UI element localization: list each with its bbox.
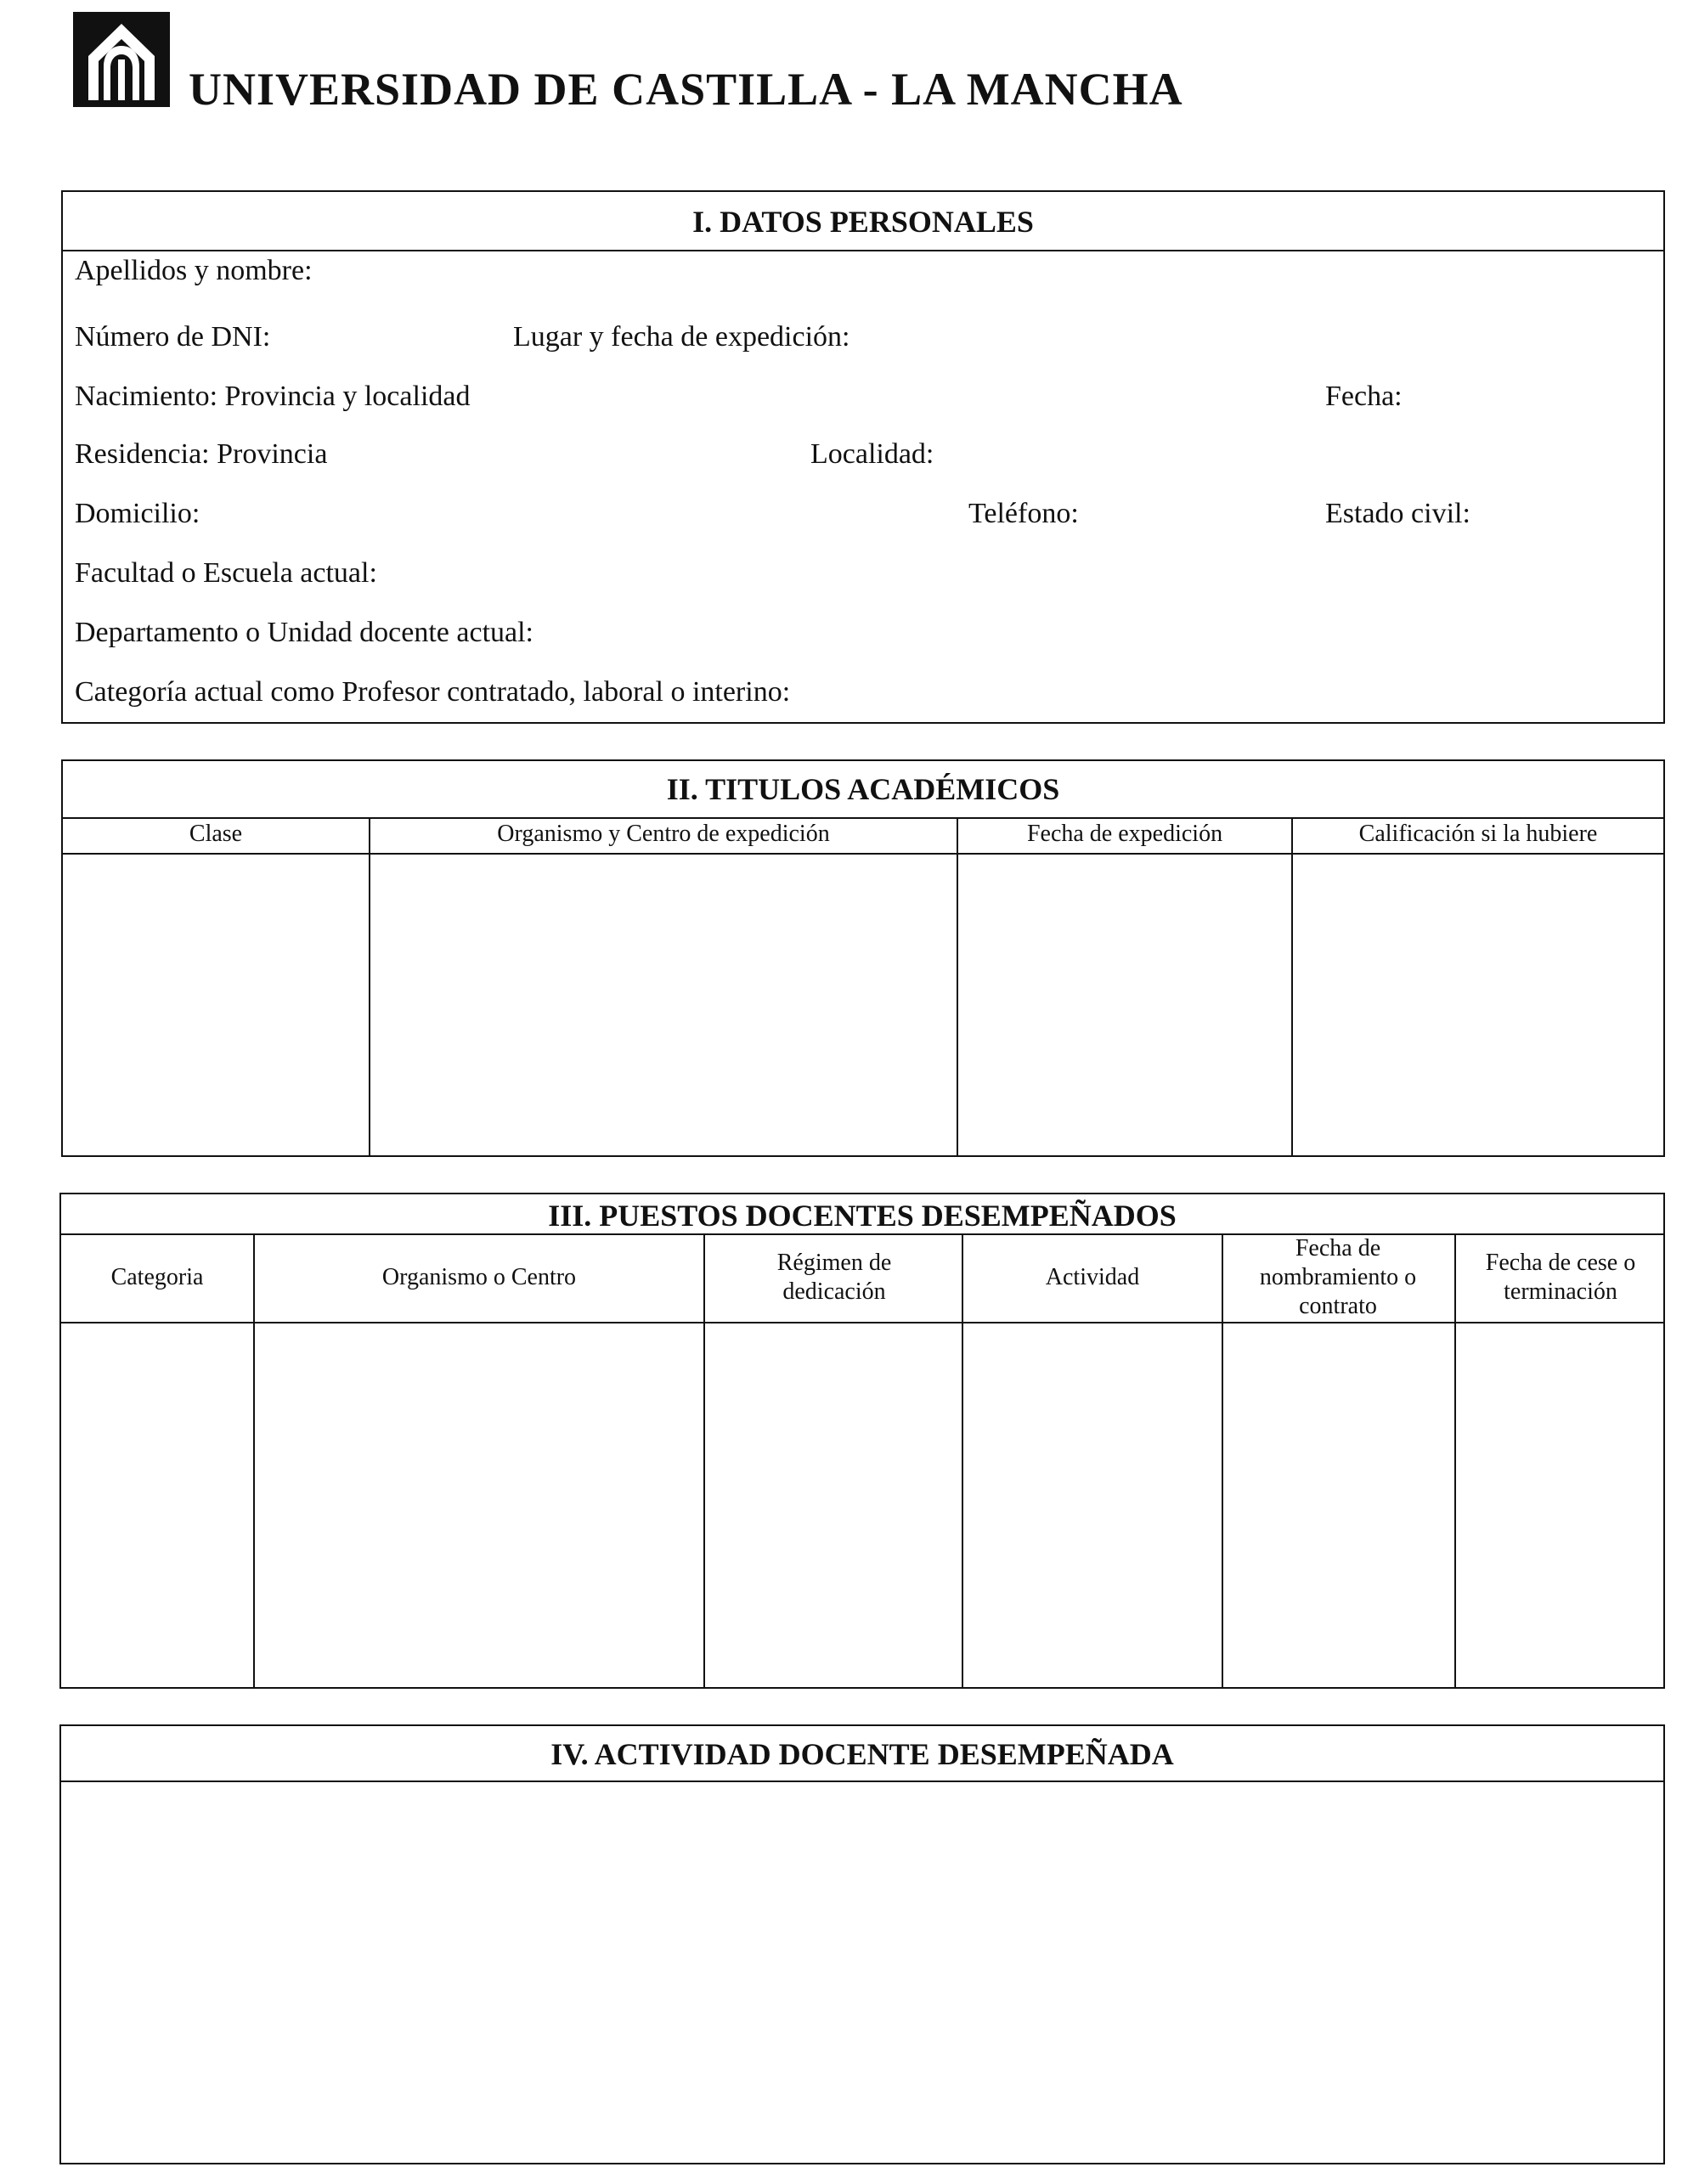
column-header-regimen-dedicacion: Régimen de dedicación — [776, 1250, 892, 1305]
cell-categoria[interactable] — [61, 1323, 253, 1687]
column-header-categoria: Categoria — [110, 1264, 204, 1290]
field-nacimiento[interactable]: Nacimiento: Provincia y localidad — [75, 381, 471, 412]
field-telefono[interactable]: Teléfono: — [968, 498, 1079, 529]
cell-regimen-dedicacion[interactable] — [705, 1323, 962, 1687]
field-apellidos-nombre[interactable]: Apellidos y nombre: — [75, 255, 313, 286]
cell-fecha-expedicion[interactable] — [958, 855, 1291, 1155]
field-domicilio[interactable]: Domicilio: — [75, 498, 200, 529]
field-estado-civil[interactable]: Estado civil: — [1325, 498, 1470, 529]
field-residencia-provincia[interactable]: Residencia: Provincia — [75, 438, 328, 470]
field-facultad-escuela[interactable]: Facultad o Escuela actual: — [75, 557, 377, 589]
column-header-organismo-centro: Organismo o Centro — [381, 1264, 577, 1290]
field-categoria-actual[interactable]: Categoría actual como Profesor contratado, laboral o interino: — [75, 676, 791, 708]
section-datos-personales — [61, 190, 1665, 724]
cell-actividad[interactable] — [963, 1323, 1222, 1687]
section-title: IV. ACTIVIDAD DOCENTE DESEMPEÑADA — [550, 1737, 1174, 1771]
cell-fecha-nombramiento[interactable] — [1223, 1323, 1454, 1687]
field-departamento[interactable]: Departamento o Unidad docente actual: — [75, 617, 533, 648]
column-header-fecha-nombramiento: Fecha de nombramiento o contrato — [1259, 1235, 1417, 1319]
column-header-organismo-centro: Organismo y Centro de expedición — [497, 821, 830, 847]
field-lugar-fecha-expedicion[interactable]: Lugar y fecha de expedición: — [513, 321, 850, 353]
field-numero-dni[interactable]: Número de DNI: — [75, 321, 271, 353]
section-title: III. PUESTOS DOCENTES DESEMPEÑADOS — [548, 1199, 1177, 1233]
cell-organismo-centro[interactable] — [255, 1323, 703, 1687]
section-puestos-docentes — [59, 1193, 1665, 1689]
field-localidad[interactable]: Localidad: — [810, 438, 934, 470]
field-fecha-nacimiento[interactable]: Fecha: — [1325, 381, 1403, 412]
section-title: I. DATOS PERSONALES — [692, 205, 1034, 239]
section-actividad-docente — [59, 1724, 1665, 2164]
section-title: II. TITULOS ACADÉMICOS — [666, 772, 1060, 806]
cell-fecha-cese[interactable] — [1456, 1323, 1663, 1687]
column-header-actividad: Actividad — [1045, 1264, 1140, 1290]
section-titulos-academicos — [61, 759, 1665, 1157]
university-arch-logo-icon — [73, 12, 170, 107]
column-header-clase: Clase — [189, 821, 243, 847]
column-header-calificacion: Calificación si la hubiere — [1358, 821, 1598, 847]
university-title: UNIVERSIDAD DE CASTILLA - LA MANCHA — [189, 64, 1183, 115]
divider — [63, 250, 1663, 251]
cell-clase[interactable] — [63, 855, 369, 1155]
cell-organismo-centro[interactable] — [370, 855, 957, 1155]
cell-calificacion[interactable] — [1293, 855, 1663, 1155]
column-header-fecha-cese: Fecha de cese o terminación — [1485, 1250, 1636, 1305]
actividad-docente-text-area[interactable] — [61, 1782, 1663, 2163]
divider — [63, 817, 1663, 819]
column-header-fecha-expedicion: Fecha de expedición — [1026, 821, 1223, 847]
